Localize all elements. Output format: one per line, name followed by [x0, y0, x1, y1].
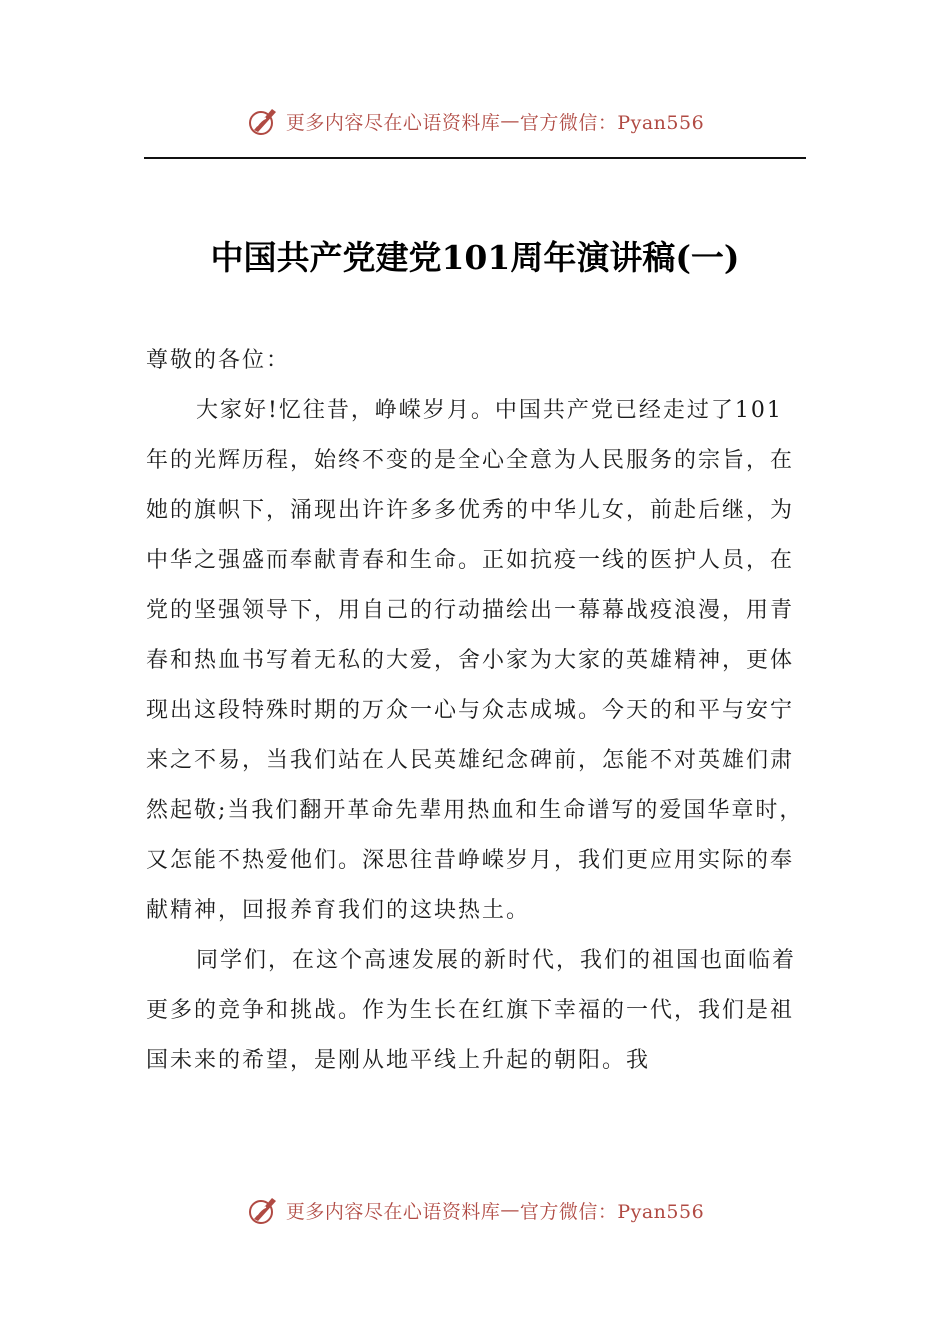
quill-logo-icon [246, 104, 280, 138]
footer-banner-separator: — [500, 1199, 520, 1221]
header-banner-separator: — [500, 110, 520, 132]
footer-banner-wechat: 官方微信：Pyan556 [519, 1200, 705, 1223]
document-body [146, 336, 806, 1086]
header-banner [0, 104, 950, 138]
document-title: 中国共产党建党101周年演讲稿(一) [210, 238, 740, 277]
paragraph-2: 同学们，在这个高速发展的新时代，我们的祖国也面临着更多的竞争和挑战。作为生长在红旗下幸福的一代，我们是祖国未来的希望，是刚从地平线上升起的朝阳。我 [146, 948, 797, 1073]
header-banner-wechat: 官方微信：Pyan556 [519, 111, 705, 134]
paragraph-1: 大家好!忆往昔，峥嵘岁月。中国共产党已经走过了101年的光辉历程，始终不变的是全心全意为人民服务的宗旨，在她的旗帜下，涌现出许许多多优秀的中华儿女，前赴后继，为中华之强盛而奉献青春和生命。正如抗疫一线的医护人员，在党的坚强领导下，用自己的行动描绘出一幕幕战疫浪漫，用青春和热血书写着无私的大爱，舍小家为大家的英雄精神，更体现出这段特殊时期的万众一心与众志成城。今天的和平与安宁来之不易，当我们站在人民英雄纪念碑前，怎能不对英雄们肃然起敬;当我们翻开革命先辈用热血和生命谱写的爱国华章时，又怎能不热爱他们。深思往昔峥嵘岁月，我们更应用实际的奉献精神，回报养育我们的这块热土。 [146, 398, 804, 923]
greeting: 尊敬的各位： [146, 348, 291, 373]
footer-banner-text: 更多内容尽在心语资料库 [285, 1200, 501, 1223]
quill-logo-icon [246, 1193, 280, 1227]
header-banner-text: 更多内容尽在心语资料库 [285, 111, 501, 134]
footer-banner [0, 1193, 950, 1227]
header-divider [144, 157, 806, 159]
